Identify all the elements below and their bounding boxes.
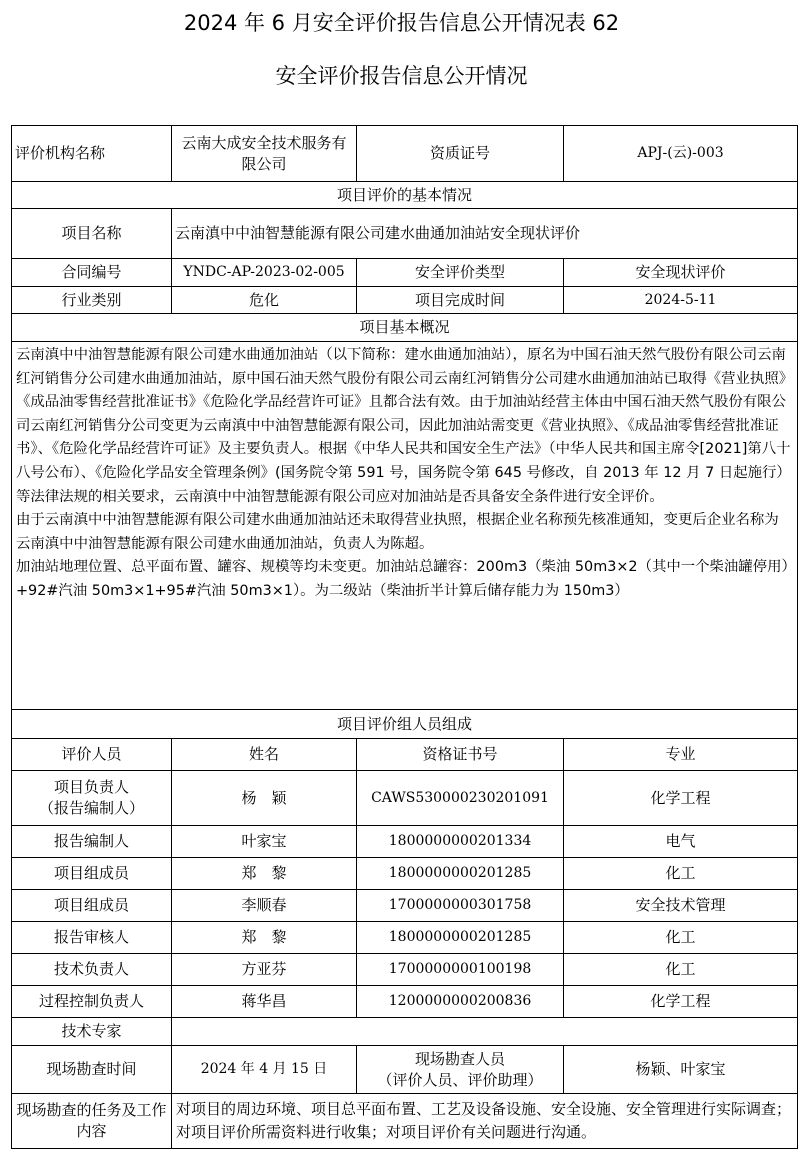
- overview-section-title: 项目基本概况: [12, 314, 798, 342]
- document-subtitle: 安全评价报告信息公开情况: [275, 64, 528, 88]
- survey-task-value: 对项目的周边环境、项目总平面布置、工艺及设备设施、安全设施、安全管理进行实际调查；对项目评价所需资料进行收集；对项目评价有关问题进行沟通。: [172, 1094, 798, 1149]
- org-label: 评价机构名称: [12, 126, 172, 182]
- name-cell: 蒋华昌: [172, 986, 357, 1018]
- industry-value: 危化: [172, 287, 357, 314]
- cert-number-cell: 1700000000301758: [357, 890, 564, 922]
- cert-number-cell: 1800000000201285: [357, 922, 564, 954]
- role-cell: 报告编制人: [12, 826, 172, 858]
- team-header-row: [12, 739, 798, 771]
- role-cell: 项目组成员: [12, 890, 172, 922]
- contract-label: 合同编号: [12, 259, 172, 287]
- cert-label: 资质证号: [357, 126, 564, 182]
- name-cell: 方亚芬: [172, 954, 357, 986]
- major-cell: 化工: [564, 954, 798, 986]
- name-cell: 李顺春: [172, 890, 357, 922]
- table-row: [12, 986, 798, 1018]
- name-cell: 叶家宝: [172, 826, 357, 858]
- column-header: 评价人员: [12, 739, 172, 771]
- project-name-label: 项目名称: [12, 209, 172, 259]
- name-cell: 杨 颖: [172, 771, 357, 826]
- table-row: [12, 890, 798, 922]
- survey-task-label: 现场勘查的任务及工作内容: [12, 1094, 172, 1149]
- complete-time-label: 项目完成时间: [357, 287, 564, 314]
- eval-type-label: 安全评价类型: [357, 259, 564, 287]
- contract-value: YNDC-AP-2023-02-005: [172, 259, 357, 287]
- info-table: [11, 125, 798, 1149]
- cert-number-cell: 1800000000201334: [357, 826, 564, 858]
- column-header: 资格证书号: [357, 739, 564, 771]
- cert-number-cell: CAWS530000230201091: [357, 771, 564, 826]
- cert-value: APJ-(云)-003: [564, 126, 798, 182]
- role-cell: 技术负责人: [12, 954, 172, 986]
- major-cell: 电气: [564, 826, 798, 858]
- eval-type-value: 安全现状评价: [564, 259, 798, 287]
- task-row: [12, 1094, 798, 1149]
- major-cell: 化学工程: [564, 771, 798, 826]
- role-cell: 报告审核人: [12, 922, 172, 954]
- role-cell: 过程控制负责人: [12, 986, 172, 1018]
- cert-number-cell: 1200000000200836: [357, 986, 564, 1018]
- major-cell: 化学工程: [564, 986, 798, 1018]
- document-title: 2024 年 6 月安全评价报告信息公开情况表 62: [183, 11, 620, 35]
- expert-value: [172, 1018, 798, 1046]
- cert-number-cell: 1800000000201285: [357, 858, 564, 890]
- table-row: [12, 954, 798, 986]
- expert-row: [12, 1018, 798, 1046]
- basic-section-title: 项目评价的基本情况: [12, 182, 798, 209]
- industry-label: 行业类别: [12, 287, 172, 314]
- survey-time-value: 2024 年 4 月 15 日: [172, 1046, 357, 1094]
- expert-label: 技术专家: [12, 1018, 172, 1046]
- table-row: [12, 826, 798, 858]
- overview-paragraph: 云南滇中中油智慧能源有限公司建水曲通加油站（以下简称：建水曲通加油站），原名为中国石油天然气股份有限公司云南红河销售分公司建水曲通加油站，原中国石油天然气股份有限公司云南红河销售分公司建水曲通加油站已取得《营业执照》《成品油零售经营批准证书》《危险化学品经营许可证》且都合法有效。由于加油站经营主体由中国石油天然气股份有限公司云南红河销售分公司变更为云南滇中中油智慧能源有限公司，因此加油站需变更《营业执照》、《成品油零售经营批准证书》、《危险化学品经营许可证》及主要负责人。根据《中华人民共和国安全生产法》（中华人民共和国主席令[2021]第八十八号公布）、《危险化学品安全管理条例》(国务院令第 591 号，国务院令第 645 号修改，自 2013 年 12 月 7 日起施行）等法律法规的相关要求，云南滇中中油智慧能源有限公司应对加油站是否具备安全条件进行安全评价。: [16, 347, 791, 505]
- table-row: [12, 771, 798, 826]
- column-header: 专业: [564, 739, 798, 771]
- name-cell: 郑 黎: [172, 922, 357, 954]
- overview-paragraph: 由于云南滇中中油智慧能源有限公司建水曲通加油站还未取得营业执照，根据企业名称预先核准通知，变更后企业名称为云南滇中中油智慧能源有限公司建水曲通加油站，负责人为陈超。: [16, 512, 779, 552]
- major-cell: 化工: [564, 858, 798, 890]
- major-cell: 化工: [564, 922, 798, 954]
- org-row: [12, 126, 798, 182]
- overview-text: [12, 342, 798, 710]
- survey-time-label: 现场勘查时间: [12, 1046, 172, 1094]
- complete-time-value: 2024-5-11: [564, 287, 798, 314]
- team-section-title: 项目评价组人员组成: [12, 710, 798, 739]
- survey-people-label: 现场勘查人员 （评价人员、评价助理）: [357, 1046, 564, 1094]
- column-header: 姓名: [172, 739, 357, 771]
- role-cell: 项目组成员: [12, 858, 172, 890]
- table-row: [12, 922, 798, 954]
- survey-row: [12, 1046, 798, 1094]
- role-cell: 项目负责人 （报告编制人）: [12, 771, 172, 826]
- project-name-value: 云南滇中中油智慧能源有限公司建水曲通加油站安全现状评价: [172, 209, 798, 259]
- table-row: [12, 858, 798, 890]
- overview-paragraph: 加油站地理位置、总平面布置、罐容、规模等均未变更。加油站总罐容：200m3（柴油 50m3×2（其中一个柴油罐停用）+92#汽油 50m3×1+95#汽油 50m3×1）。为二级站（柴油折半计算后储存能力为 150m3）: [16, 559, 789, 599]
- survey-people-value: 杨颖、叶家宝: [564, 1046, 798, 1094]
- cert-number-cell: 1700000000100198: [357, 954, 564, 986]
- major-cell: 安全技术管理: [564, 890, 798, 922]
- name-cell: 郑 黎: [172, 858, 357, 890]
- org-value: 云南大成安全技术服务有限公司: [172, 126, 357, 182]
